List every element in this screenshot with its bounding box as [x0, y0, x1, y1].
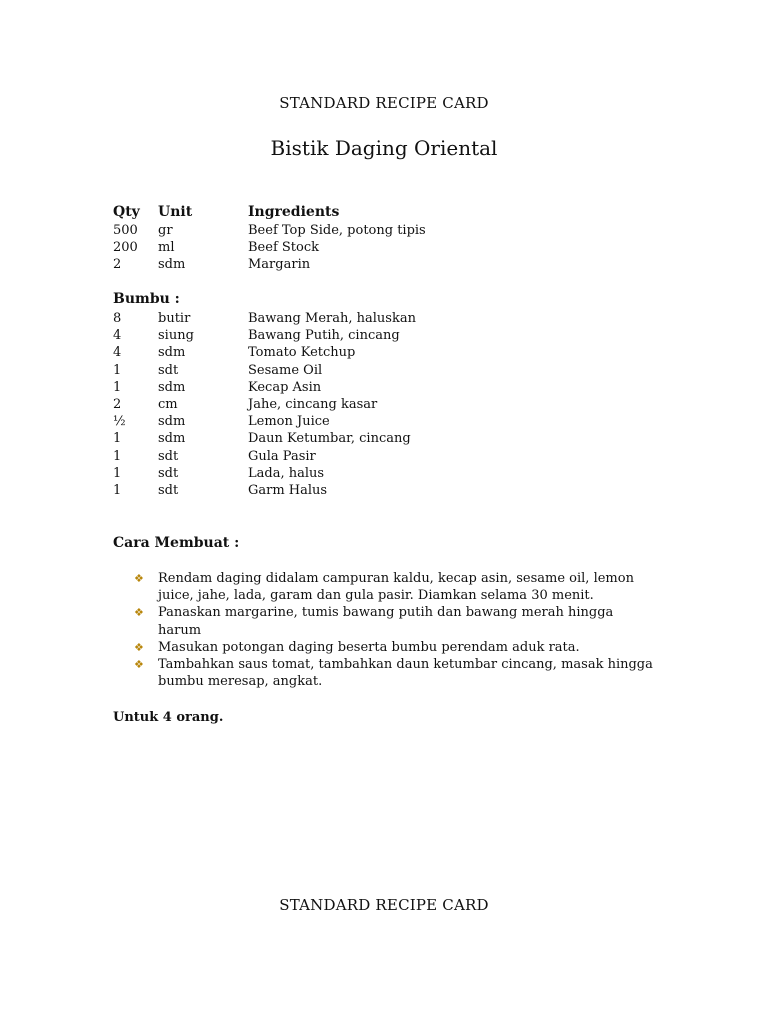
- bumbu-qty: 1: [113, 362, 122, 378]
- method-label: Cara Membuat :: [113, 535, 240, 551]
- bumbu-row: [113, 327, 673, 344]
- bumbu-qty: ½: [113, 414, 126, 430]
- footer-card-title: STANDARD RECIPE CARD: [279, 896, 489, 914]
- bumbu-name: Garm Halus: [248, 482, 328, 498]
- bumbu-row: [113, 413, 673, 430]
- bumbu-unit: sdm: [158, 414, 186, 430]
- bumbu-qty: 4: [113, 345, 122, 361]
- diamond-bullet-icon: ❖: [134, 658, 144, 672]
- method-steps: [134, 570, 654, 690]
- method-step: [134, 656, 654, 690]
- bumbu-unit: sdm: [158, 345, 186, 361]
- ingredients-header-row: [113, 204, 673, 222]
- ingredients-column-header: Ingredients: [248, 204, 340, 220]
- bumbu-unit: sdm: [158, 379, 186, 395]
- diamond-bullet-icon: ❖: [134, 606, 144, 620]
- ingredient-unit: sdm: [158, 257, 186, 273]
- bumbu-qty: 2: [113, 396, 122, 412]
- bumbu-row: [113, 430, 673, 447]
- bumbu-qty: 1: [113, 482, 122, 498]
- bumbu-row: [113, 344, 673, 361]
- bumbu-name: Lada, halus: [248, 465, 325, 481]
- bumbu-row: [113, 310, 673, 327]
- ingredient-row: [113, 222, 673, 239]
- bumbu-name: Tomato Ketchup: [248, 345, 356, 361]
- ingredient-name: Margarin: [248, 257, 311, 273]
- bumbu-unit: sdt: [158, 465, 179, 481]
- ingredient-qty: 2: [113, 257, 122, 273]
- method-step-text: Masukan potongan daging beserta bumbu perendam aduk rata.: [158, 639, 580, 655]
- ingredient-qty: 200: [113, 240, 138, 256]
- bumbu-name: Bawang Merah, haluskan: [248, 311, 416, 326]
- serving-note: Untuk 4 orang.: [113, 710, 224, 725]
- ingredient-name: Beef Stock: [248, 240, 319, 256]
- bumbu-unit: sdt: [158, 482, 179, 498]
- bumbu-qty: 1: [113, 448, 122, 464]
- ingredient-row: [113, 256, 673, 273]
- bumbu-name: Sesame Oil: [248, 362, 323, 378]
- bumbu-qty: 8: [113, 311, 122, 326]
- bumbu-name: Lemon Juice: [248, 414, 330, 430]
- dish-name: Bistik Daging Oriental: [270, 136, 498, 160]
- bumbu-table: [113, 291, 673, 499]
- bumbu-label: Bumbu :: [113, 291, 180, 307]
- bumbu-qty: 1: [113, 465, 122, 481]
- method-step: [134, 604, 654, 638]
- method-step-text: Rendam daging didalam campuran kaldu, kecap asin, sesame oil, lemon juice, jahe, lada, garam dan gula pasir. Diamkan selama 30 menit.: [158, 571, 634, 604]
- bumbu-unit: sdt: [158, 448, 179, 464]
- bumbu-qty: 1: [113, 431, 122, 447]
- diamond-bullet-icon: ❖: [134, 640, 144, 654]
- bumbu-qty: 1: [113, 379, 122, 395]
- ingredient-name: Beef Top Side, potong tipis: [248, 223, 426, 238]
- method-step: [134, 639, 654, 656]
- ingredient-unit: ml: [158, 240, 175, 256]
- bumbu-name: Jahe, cincang kasar: [248, 396, 378, 412]
- bumbu-qty: 4: [113, 328, 122, 344]
- bumbu-unit: sdm: [158, 431, 186, 447]
- bumbu-row: [113, 396, 673, 413]
- bumbu-name: Gula Pasir: [248, 448, 316, 464]
- bumbu-unit: sdt: [158, 362, 179, 378]
- ingredient-qty: 500: [113, 223, 138, 238]
- bumbu-row: [113, 379, 673, 396]
- bumbu-row: [113, 482, 673, 499]
- qty-column-header: Qty: [113, 204, 140, 220]
- method-step-text: Tambahkan saus tomat, tambahkan daun ketumbar cincang, masak hingga bumbu meresap, angkat.: [158, 657, 653, 690]
- ingredient-unit: gr: [158, 223, 173, 238]
- bumbu-unit: butir: [158, 311, 191, 326]
- bumbu-name: Bawang Putih, cincang: [248, 328, 400, 344]
- bumbu-name: Daun Ketumbar, cincang: [248, 431, 411, 447]
- bumbu-unit: siung: [158, 328, 194, 344]
- ingredients-table: [113, 204, 673, 274]
- diamond-bullet-icon: ❖: [134, 572, 144, 585]
- bumbu-row: [113, 362, 673, 379]
- bumbu-row: [113, 448, 673, 465]
- method-step: [134, 570, 654, 604]
- ingredient-row: [113, 239, 673, 256]
- card-title: STANDARD RECIPE CARD: [279, 94, 489, 112]
- method-step-text: Panaskan margarine, tumis bawang putih dan bawang merah hingga harum: [158, 605, 614, 638]
- bumbu-row: [113, 465, 673, 482]
- bumbu-unit: cm: [158, 396, 178, 412]
- unit-column-header: Unit: [158, 204, 193, 220]
- bumbu-name: Kecap Asin: [248, 379, 322, 395]
